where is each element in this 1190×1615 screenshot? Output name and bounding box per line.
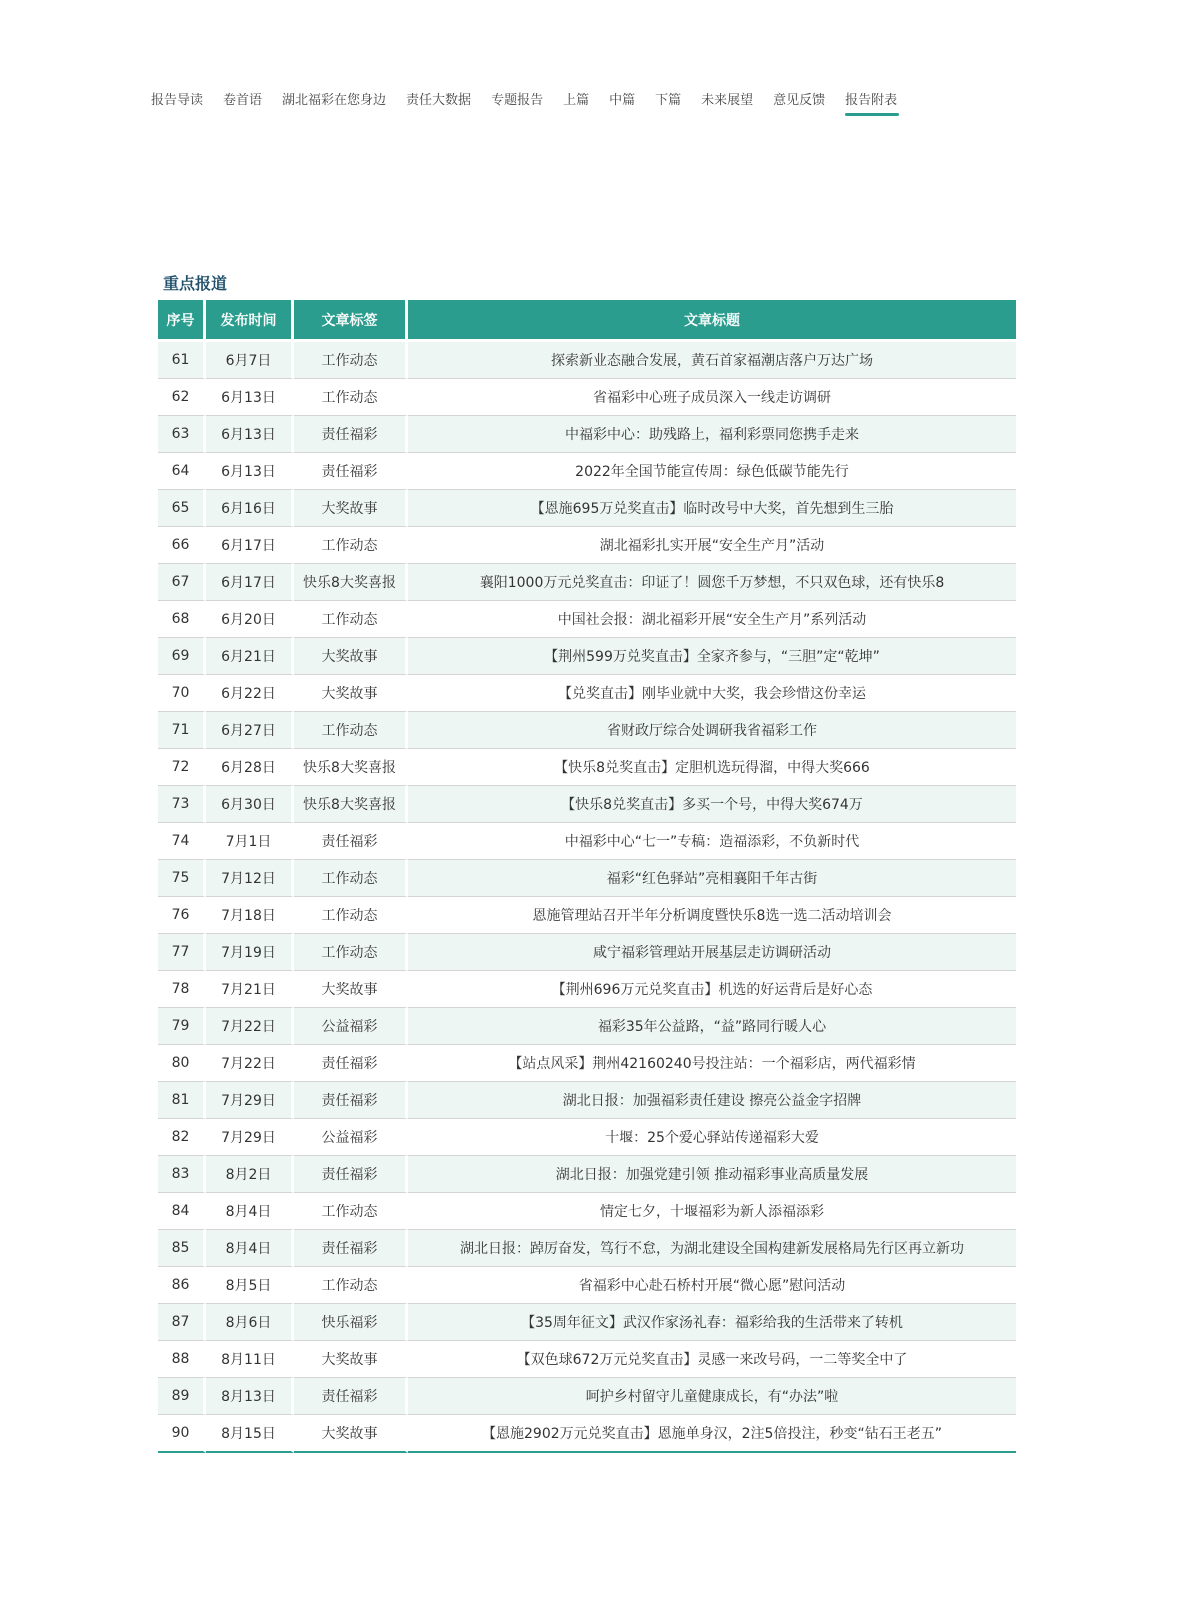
table-row	[158, 1155, 1016, 1192]
cell-tag: 责任福彩	[294, 1081, 408, 1118]
cell-title: 2022年全国节能宣传周：绿色低碳节能先行	[408, 452, 1016, 489]
cell-index: 64	[158, 452, 206, 489]
table-row	[158, 526, 1016, 563]
nav-item-5[interactable]: 上篇	[563, 93, 590, 108]
cell-title: 襄阳1000万元兑奖直击：印证了！圆您千万梦想，不只双色球，还有快乐8	[408, 563, 1016, 600]
table-row	[158, 933, 1016, 970]
cell-title: 【恩施695万兑奖直击】临时改号中大奖，首先想到生三胎	[408, 489, 1016, 526]
top-nav	[151, 89, 917, 108]
cell-tag: 大奖故事	[294, 489, 408, 526]
cell-index: 82	[158, 1118, 206, 1155]
cell-tag: 快乐福彩	[294, 1303, 408, 1340]
cell-index: 80	[158, 1044, 206, 1081]
cell-title: 探索新业态融合发展，黄石首家福潮店落户万达广场	[408, 339, 1016, 378]
cell-tag: 大奖故事	[294, 637, 408, 674]
cell-tag: 大奖故事	[294, 1414, 408, 1453]
cell-index: 62	[158, 378, 206, 415]
cell-title: 情定七夕，十堰福彩为新人添福添彩	[408, 1192, 1016, 1229]
cell-index: 74	[158, 822, 206, 859]
table-row	[158, 1118, 1016, 1155]
cell-index: 75	[158, 859, 206, 896]
cell-title: 【荆州599万兑奖直击】全家齐参与，“三胆”定“乾坤”	[408, 637, 1016, 674]
cell-tag: 大奖故事	[294, 1340, 408, 1377]
table-row	[158, 896, 1016, 933]
cell-tag: 工作动态	[294, 1192, 408, 1229]
cell-date: 7月29日	[206, 1081, 294, 1118]
cell-title: 福彩35年公益路，“益”路同行暖人心	[408, 1007, 1016, 1044]
cell-date: 6月17日	[206, 526, 294, 563]
cell-tag: 责任福彩	[294, 1229, 408, 1266]
cell-date: 6月7日	[206, 339, 294, 378]
cell-date: 8月2日	[206, 1155, 294, 1192]
table-row	[158, 637, 1016, 674]
cell-tag: 大奖故事	[294, 970, 408, 1007]
header-index: 序号	[158, 300, 206, 339]
cell-date: 6月17日	[206, 563, 294, 600]
cell-date: 6月27日	[206, 711, 294, 748]
cell-tag: 快乐8大奖喜报	[294, 785, 408, 822]
cell-date: 8月11日	[206, 1340, 294, 1377]
cell-date: 7月19日	[206, 933, 294, 970]
table-row	[158, 674, 1016, 711]
cell-index: 76	[158, 896, 206, 933]
cell-index: 72	[158, 748, 206, 785]
cell-tag: 责任福彩	[294, 415, 408, 452]
cell-title: 【兑奖直击】刚毕业就中大奖，我会珍惜这份幸运	[408, 674, 1016, 711]
cell-date: 6月13日	[206, 452, 294, 489]
nav-item-0[interactable]: 报告导读	[151, 93, 204, 108]
cell-index: 88	[158, 1340, 206, 1377]
cell-index: 86	[158, 1266, 206, 1303]
cell-date: 7月21日	[206, 970, 294, 1007]
cell-index: 77	[158, 933, 206, 970]
nav-item-3[interactable]: 责任大数据	[406, 93, 472, 108]
cell-index: 65	[158, 489, 206, 526]
table-row	[158, 378, 1016, 415]
cell-tag: 工作动态	[294, 933, 408, 970]
cell-tag: 责任福彩	[294, 1377, 408, 1414]
nav-item-7[interactable]: 下篇	[655, 93, 682, 108]
table-header-row	[158, 300, 1016, 339]
table-row	[158, 1303, 1016, 1340]
cell-date: 8月5日	[206, 1266, 294, 1303]
cell-tag: 公益福彩	[294, 1118, 408, 1155]
cell-title: 【恩施2902万元兑奖直击】恩施单身汉，2注5倍投注，秒变“钻石王老五”	[408, 1414, 1016, 1453]
cell-tag: 工作动态	[294, 1266, 408, 1303]
nav-item-9[interactable]: 意见反馈	[773, 93, 826, 108]
table-row	[158, 1007, 1016, 1044]
cell-date: 7月1日	[206, 822, 294, 859]
nav-item-4[interactable]: 专题报告	[491, 93, 544, 108]
table-row	[158, 1044, 1016, 1081]
cell-index: 70	[158, 674, 206, 711]
cell-date: 6月22日	[206, 674, 294, 711]
table-row	[158, 415, 1016, 452]
cell-tag: 责任福彩	[294, 452, 408, 489]
table-row	[158, 600, 1016, 637]
cell-title: 【快乐8兑奖直击】多买一个号，中得大奖674万	[408, 785, 1016, 822]
cell-title: 【快乐8兑奖直击】定胆机选玩得溜，中得大奖666	[408, 748, 1016, 785]
cell-tag: 责任福彩	[294, 1155, 408, 1192]
cell-index: 78	[158, 970, 206, 1007]
cell-index: 66	[158, 526, 206, 563]
nav-item-8[interactable]: 未来展望	[701, 93, 754, 108]
table-row	[158, 859, 1016, 896]
cell-tag: 工作动态	[294, 896, 408, 933]
cell-date: 6月13日	[206, 378, 294, 415]
cell-title: 恩施管理站召开半年分析调度暨快乐8选一选二活动培训会	[408, 896, 1016, 933]
cell-date: 8月4日	[206, 1192, 294, 1229]
cell-date: 7月18日	[206, 896, 294, 933]
cell-title: 省福彩中心赴石桥村开展“微心愿”慰问活动	[408, 1266, 1016, 1303]
cell-index: 67	[158, 563, 206, 600]
cell-tag: 大奖故事	[294, 674, 408, 711]
cell-index: 84	[158, 1192, 206, 1229]
table-row	[158, 563, 1016, 600]
table-row	[158, 785, 1016, 822]
cell-title: 【双色球672万元兑奖直击】灵感一来改号码，一二等奖全中了	[408, 1340, 1016, 1377]
cell-index: 89	[158, 1377, 206, 1414]
table-row	[158, 1377, 1016, 1414]
cell-index: 63	[158, 415, 206, 452]
cell-tag: 工作动态	[294, 859, 408, 896]
cell-tag: 工作动态	[294, 378, 408, 415]
cell-date: 8月6日	[206, 1303, 294, 1340]
table-row	[158, 970, 1016, 1007]
table-row	[158, 1340, 1016, 1377]
cell-title: 【站点风采】荆州42160240号投注站：一个福彩店，两代福彩情	[408, 1044, 1016, 1081]
cell-date: 7月22日	[206, 1044, 294, 1081]
cell-index: 83	[158, 1155, 206, 1192]
cell-tag: 工作动态	[294, 526, 408, 563]
cell-tag: 责任福彩	[294, 1044, 408, 1081]
cell-index: 90	[158, 1414, 206, 1453]
nav-item-2[interactable]: 湖北福彩在您身边	[282, 93, 387, 108]
cell-index: 61	[158, 339, 206, 378]
table-row	[158, 1266, 1016, 1303]
table-row	[158, 1192, 1016, 1229]
cell-date: 6月28日	[206, 748, 294, 785]
cell-date: 6月16日	[206, 489, 294, 526]
cell-index: 85	[158, 1229, 206, 1266]
cell-tag: 公益福彩	[294, 1007, 408, 1044]
cell-tag: 快乐8大奖喜报	[294, 748, 408, 785]
table-row	[158, 1414, 1016, 1453]
cell-date: 6月20日	[206, 600, 294, 637]
cell-index: 79	[158, 1007, 206, 1044]
cell-title: 【荆州696万元兑奖直击】机选的好运背后是好心态	[408, 970, 1016, 1007]
cell-title: 湖北日报：加强党建引领 推动福彩事业高质量发展	[408, 1155, 1016, 1192]
table-row	[158, 822, 1016, 859]
cell-index: 87	[158, 1303, 206, 1340]
cell-title: 中国社会报：湖北福彩开展“安全生产月”系列活动	[408, 600, 1016, 637]
cell-date: 8月4日	[206, 1229, 294, 1266]
cell-tag: 工作动态	[294, 711, 408, 748]
cell-index: 69	[158, 637, 206, 674]
report-table	[158, 300, 1016, 1453]
header-date: 发布时间	[206, 300, 294, 339]
cell-title: 湖北日报：加强福彩责任建设 擦亮公益金字招牌	[408, 1081, 1016, 1118]
cell-tag: 快乐8大奖喜报	[294, 563, 408, 600]
cell-date: 7月29日	[206, 1118, 294, 1155]
cell-date: 8月15日	[206, 1414, 294, 1453]
cell-title: 呵护乡村留守儿童健康成长，有“办法”啦	[408, 1377, 1016, 1414]
cell-date: 6月21日	[206, 637, 294, 674]
cell-tag: 责任福彩	[294, 822, 408, 859]
cell-title: 咸宁福彩管理站开展基层走访调研活动	[408, 933, 1016, 970]
cell-index: 73	[158, 785, 206, 822]
cell-title: 省财政厅综合处调研我省福彩工作	[408, 711, 1016, 748]
cell-tag: 工作动态	[294, 339, 408, 378]
nav-item-1[interactable]: 卷首语	[223, 93, 263, 108]
table-row	[158, 452, 1016, 489]
cell-date: 6月13日	[206, 415, 294, 452]
cell-title: 省福彩中心班子成员深入一线走访调研	[408, 378, 1016, 415]
cell-title: 湖北日报：踔厉奋发，笃行不怠，为湖北建设全国构建新发展格局先行区再立新功	[408, 1229, 1016, 1266]
cell-index: 81	[158, 1081, 206, 1118]
cell-title: 【35周年征文】武汉作家汤礼春：福彩给我的生活带来了转机	[408, 1303, 1016, 1340]
cell-tag: 工作动态	[294, 600, 408, 637]
header-title: 文章标题	[408, 300, 1016, 339]
section-title: 重点报道	[163, 274, 228, 293]
cell-date: 7月22日	[206, 1007, 294, 1044]
cell-date: 6月30日	[206, 785, 294, 822]
cell-index: 71	[158, 711, 206, 748]
table-row	[158, 711, 1016, 748]
cell-title: 中福彩中心“七一”专稿：造福添彩，不负新时代	[408, 822, 1016, 859]
table-row	[158, 1229, 1016, 1266]
nav-item-10[interactable]: 报告附表	[845, 89, 897, 108]
table-row	[158, 489, 1016, 526]
nav-item-6[interactable]: 中篇	[609, 93, 636, 108]
cell-title: 十堰：25个爱心驿站传递福彩大爱	[408, 1118, 1016, 1155]
cell-title: 湖北福彩扎实开展“安全生产月”活动	[408, 526, 1016, 563]
cell-date: 7月12日	[206, 859, 294, 896]
cell-date: 8月13日	[206, 1377, 294, 1414]
table-row	[158, 1081, 1016, 1118]
cell-title: 福彩“红色驿站”亮相襄阳千年古街	[408, 859, 1016, 896]
header-tag: 文章标签	[294, 300, 408, 339]
cell-index: 68	[158, 600, 206, 637]
table-row	[158, 339, 1016, 378]
cell-title: 中福彩中心：助残路上，福利彩票同您携手走来	[408, 415, 1016, 452]
table-row	[158, 748, 1016, 785]
